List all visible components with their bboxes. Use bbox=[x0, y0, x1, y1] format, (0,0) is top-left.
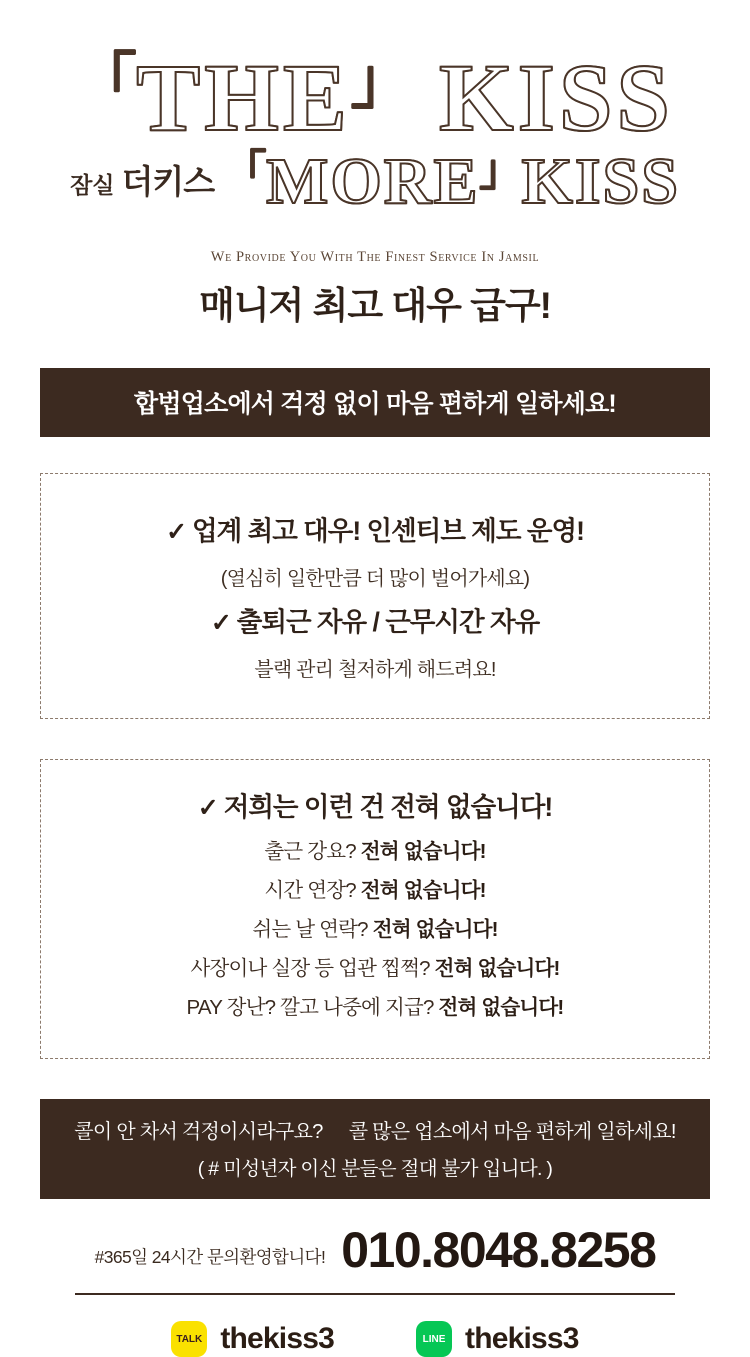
benefit-line-2 bbox=[61, 605, 689, 641]
messenger-kakaotalk[interactable] bbox=[171, 1321, 334, 1357]
line-id: thekiss3 bbox=[465, 1322, 579, 1356]
benefit-line-2-text: 출퇴근 자유 / 근무시간 자유 bbox=[236, 606, 540, 637]
call-volume-banner bbox=[40, 1099, 710, 1199]
no-pressure-item bbox=[61, 833, 689, 872]
logo-title-line-1 bbox=[76, 44, 674, 151]
no-pressure-item-question: PAY 장난? 깔고 나중에 지급? bbox=[186, 996, 434, 1020]
benefit-line-1-text: 업계 최고 대우! 인센티브 제도 운영! bbox=[192, 516, 584, 547]
check-icon: ✓ bbox=[166, 518, 187, 547]
line-icon[interactable]: LINE bbox=[416, 1321, 452, 1357]
no-pressure-item bbox=[61, 872, 689, 911]
call-volume-row bbox=[40, 1115, 710, 1144]
logo-korean-brand: 더키스 bbox=[121, 163, 215, 201]
messenger-row bbox=[0, 1321, 750, 1357]
tagline-korean: 매니저 최고 대우 급구! bbox=[199, 285, 551, 327]
age-restriction-note: ( # 미성년자 이신 분들은 절대 불가 입니다. ) bbox=[197, 1158, 553, 1181]
no-pressure-item-answer: 전혀 없습니다! bbox=[434, 957, 560, 981]
no-pressure-heading-text: 저희는 이런 건 전혀 없습니다! bbox=[223, 791, 553, 822]
no-pressure-box bbox=[40, 759, 710, 1059]
kakaotalk-id: thekiss3 bbox=[220, 1322, 334, 1356]
no-pressure-item-answer: 전혀 없습니다! bbox=[372, 918, 498, 942]
no-pressure-item-answer: 전혀 없습니다! bbox=[360, 840, 486, 864]
messenger-line[interactable] bbox=[416, 1321, 579, 1357]
no-pressure-item-answer: 전혀 없습니다! bbox=[438, 996, 564, 1020]
no-pressure-item-question: 출근 강요? bbox=[264, 840, 356, 864]
check-icon: ✓ bbox=[197, 793, 218, 822]
phone-number[interactable]: 010.8048.8258 bbox=[341, 1222, 656, 1279]
no-pressure-item bbox=[61, 911, 689, 950]
logo-block bbox=[0, 0, 750, 219]
tagline-english: We Provide You With The Finest Service In Jamsil bbox=[210, 249, 540, 266]
logo-korean-region: 잠실 bbox=[70, 172, 115, 199]
no-pressure-item-question: 쉬는 날 연락? bbox=[252, 918, 368, 942]
logo-title-line-2 bbox=[224, 145, 680, 219]
no-pressure-item bbox=[61, 989, 689, 1028]
benefit-line-2-note: 블랙 관리 철저하게 해드려요! bbox=[254, 658, 496, 681]
logo2-bracket-close: 」 bbox=[479, 149, 522, 196]
check-icon: ✓ bbox=[210, 608, 231, 637]
divider bbox=[75, 1293, 675, 1295]
logo-word-the: THE bbox=[136, 44, 351, 151]
call-volume-question: 콜이 안 차서 걱정이시라구요? bbox=[74, 1121, 323, 1144]
logo-title-line-2-row bbox=[0, 145, 750, 219]
contact-row bbox=[40, 1221, 710, 1279]
benefit-line-1-note: (열심히 일한만큼 더 많이 벌어가세요) bbox=[220, 567, 530, 590]
legal-notice-banner: 합법업소에서 걱정 없이 마음 편하게 일하세요! bbox=[40, 368, 710, 437]
no-pressure-heading bbox=[61, 790, 689, 826]
logo-word-kiss-2: KISS bbox=[521, 145, 680, 219]
no-pressure-item bbox=[61, 950, 689, 989]
call-volume-answer: 콜 많은 업소에서 마음 편하게 일하세요! bbox=[348, 1121, 676, 1144]
logo-korean-name bbox=[70, 156, 214, 215]
logo-bracket-close: 」 bbox=[350, 49, 411, 115]
no-pressure-item-question: 시간 연장? bbox=[264, 879, 356, 903]
logo-word-kiss: KISS bbox=[438, 44, 674, 151]
no-pressure-item-answer: 전혀 없습니다! bbox=[360, 879, 486, 903]
benefit-line-1 bbox=[61, 514, 689, 550]
logo2-bracket-open: 「 bbox=[224, 149, 267, 196]
logo-word-more: MORE bbox=[266, 145, 480, 219]
benefits-box bbox=[40, 473, 710, 719]
logo-bracket-open: 「 bbox=[76, 49, 137, 115]
contact-availability-note: #365일 24시간 문의환영합니다! bbox=[94, 1246, 326, 1267]
kakaotalk-icon[interactable]: TALK bbox=[171, 1321, 207, 1357]
no-pressure-item-question: 사장이나 실장 등 업관 찝쩍? bbox=[190, 957, 430, 981]
